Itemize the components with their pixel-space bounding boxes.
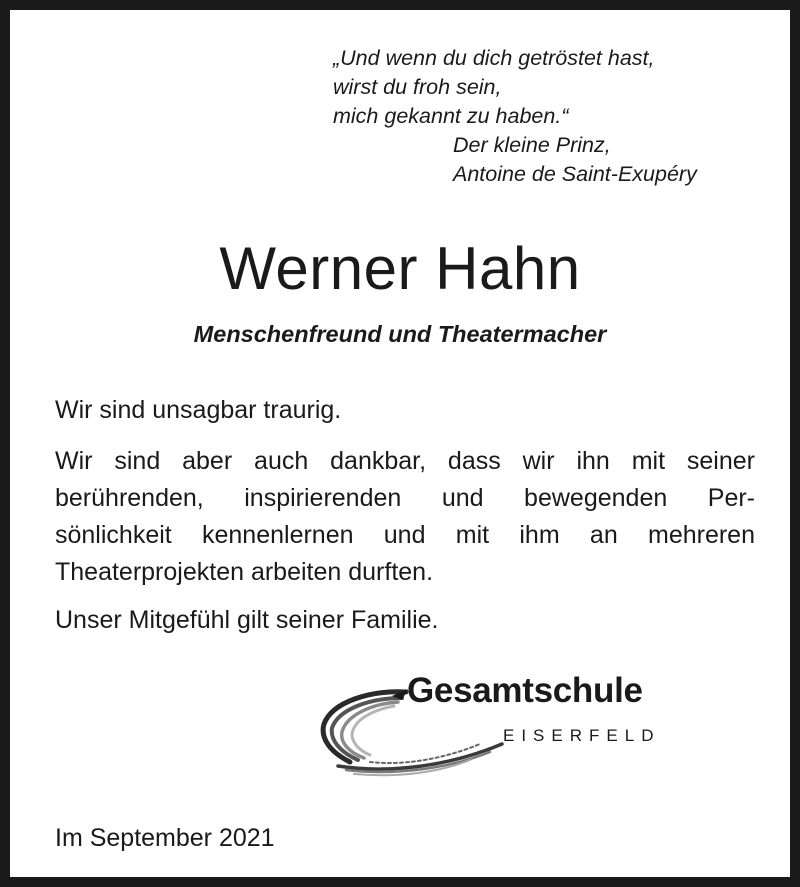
deceased-tagline: Menschenfreund und Theatermacher xyxy=(193,321,607,347)
notice-date: Im September 2021 xyxy=(55,824,275,852)
school-logo xyxy=(310,662,700,787)
quote-line: „Und wenn du dich getröstet hast, xyxy=(333,46,655,70)
message-paragraph-3: Unser Mitgefühl gilt seiner Familie. xyxy=(55,606,439,634)
message-line: berührenden, inspirierenden und bewegenden Per- xyxy=(55,484,755,512)
quote-line: mich gekannt zu haben.“ xyxy=(333,104,569,128)
deceased-name: Werner Hahn xyxy=(219,235,581,302)
message-paragraph-2 xyxy=(55,443,755,591)
quote-line: wirst du froh sein, xyxy=(333,75,502,99)
message-line: Wir sind aber auch dankbar, dass wir ihn mit seiner xyxy=(55,447,755,475)
message-paragraph-1: Wir sind unsagbar traurig. xyxy=(55,396,342,424)
message-line: Theaterprojekten arbeiten durften. xyxy=(55,558,434,586)
quote-author: Antoine de Saint-Exupéry xyxy=(453,162,697,186)
epigraph-quote xyxy=(333,44,697,189)
school-location: EISERFELD xyxy=(503,726,661,745)
quote-attribution: Der kleine Prinz, xyxy=(453,133,611,157)
message-line: sönlichkeit kennenlernen und mit ihm an mehreren xyxy=(55,521,755,549)
school-name: Gesamtschule xyxy=(407,671,643,710)
